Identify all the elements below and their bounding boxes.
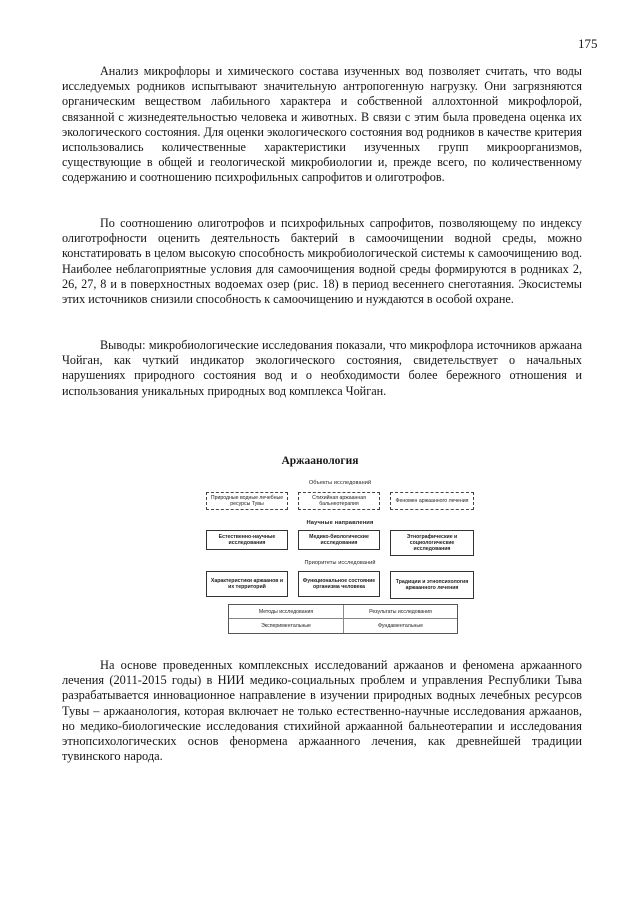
methods-results-frame [228, 604, 458, 634]
paragraph-microflora-analysis: Анализ микрофлоры и химического состава изученных вод позволяет считать, что воды исследуемых родников испытывают значительную антропогенную нагрузку. Они загрязняются органическим веществом лабильного характера и собственной аллохтонной микрофлорой, связанной с жизнедеятельностью человека и животных. В связи с этим была проведена оценка их экологического состояния. Для оценки экологического состояния вод родников в качестве критерия использовались количественные характеристики изученных групп микроорганизмов, существующие в общей и геологической микробиологии и, прежде всего, по количественному содержанию и соотношению психрофильных сапрофитов и олиготрофов. [62, 64, 582, 185]
object-box-natural-resources: Природные водные лечебные ресурсы Тувы [206, 492, 288, 510]
direction-box-natural-science: Естественно-научные исследования [206, 530, 288, 550]
arzhaanology-scheme [200, 476, 480, 636]
methods-label: Методы исследования [229, 605, 344, 619]
scheme-title: Аржаанология [281, 455, 359, 467]
experimental-label: Экспериментальные [229, 619, 344, 633]
fundamental-label: Фундаментальные [377, 623, 424, 629]
paragraph-innovation: На основе проведенных комплексных исследований аржаанов и феномена аржаанного лечения (2011-2015 годы) в НИИ медико-социальных проблем и управления Республики Тыва разрабатывается инновационное направление в изучении природных водных лечебных ресурсов Тувы – аржаанология, которая включает не только естественно-научные исследования аржаанов, но медико-биологические исследования стихийной аржаанной бальнеотерапии и исследования этнопсихологических основ фенормена аржаанного лечения, как древнейшей традиции тувинского народа. [62, 658, 582, 764]
page-number: 175 [578, 36, 598, 51]
priority-box-traditions: Традиции и этнопсихология аржаанного лечения [390, 571, 474, 599]
priority-box-functional-state: Функциональное состояние организма человека [298, 571, 380, 597]
priority-box-characteristics: Характеристики аржаанов и их территорий [206, 571, 288, 597]
direction-box-ethnographic: Этнографические и социологические исследования [390, 530, 474, 556]
objects-label: Объекты исследований [308, 480, 372, 486]
directions-label: Научные направления [306, 520, 374, 526]
paragraph-oligotrophs-ratio: По соотношению олиготрофов и психрофильных сапрофитов, позволяющему по индексу олиготрофности оценить деятельность бактерий в самоочищении водной среды, можно констатировать в целом высокую способность микробиологической системы к самоочищению вод. Наиболее неблагоприятные условия для самоочищения водной среды формируются в родниках 2, 26, 27, 8 и в поверхностных водоемах озер (рис. 18) в период весеннего снеготаяния. Экосистемы этих источников снизили способность к самоочищению и нуждаются в особой охране. [62, 216, 582, 307]
priorities-label: Приоритеты исследований [304, 560, 376, 566]
direction-box-medical-biological: Медико-биологические исследования [298, 530, 380, 550]
results-label: Результаты исследования [344, 605, 457, 619]
object-box-balneotherapy: Стихийная аржаанная бальнеотерапия [298, 492, 380, 510]
paragraph-conclusions: Выводы: микробиологические исследования показали, что микрофлора источников аржаана Чойган, как чуткий индикатор экологического состояния, свидетельствует о начальных нарушениях природного состояния вод и о необходимости более бережного отношения и использования уникальных природных вод комплекса Чойган. [62, 338, 582, 398]
object-box-healing-phenomenon: Феномен аржаанного лечения [390, 492, 474, 510]
